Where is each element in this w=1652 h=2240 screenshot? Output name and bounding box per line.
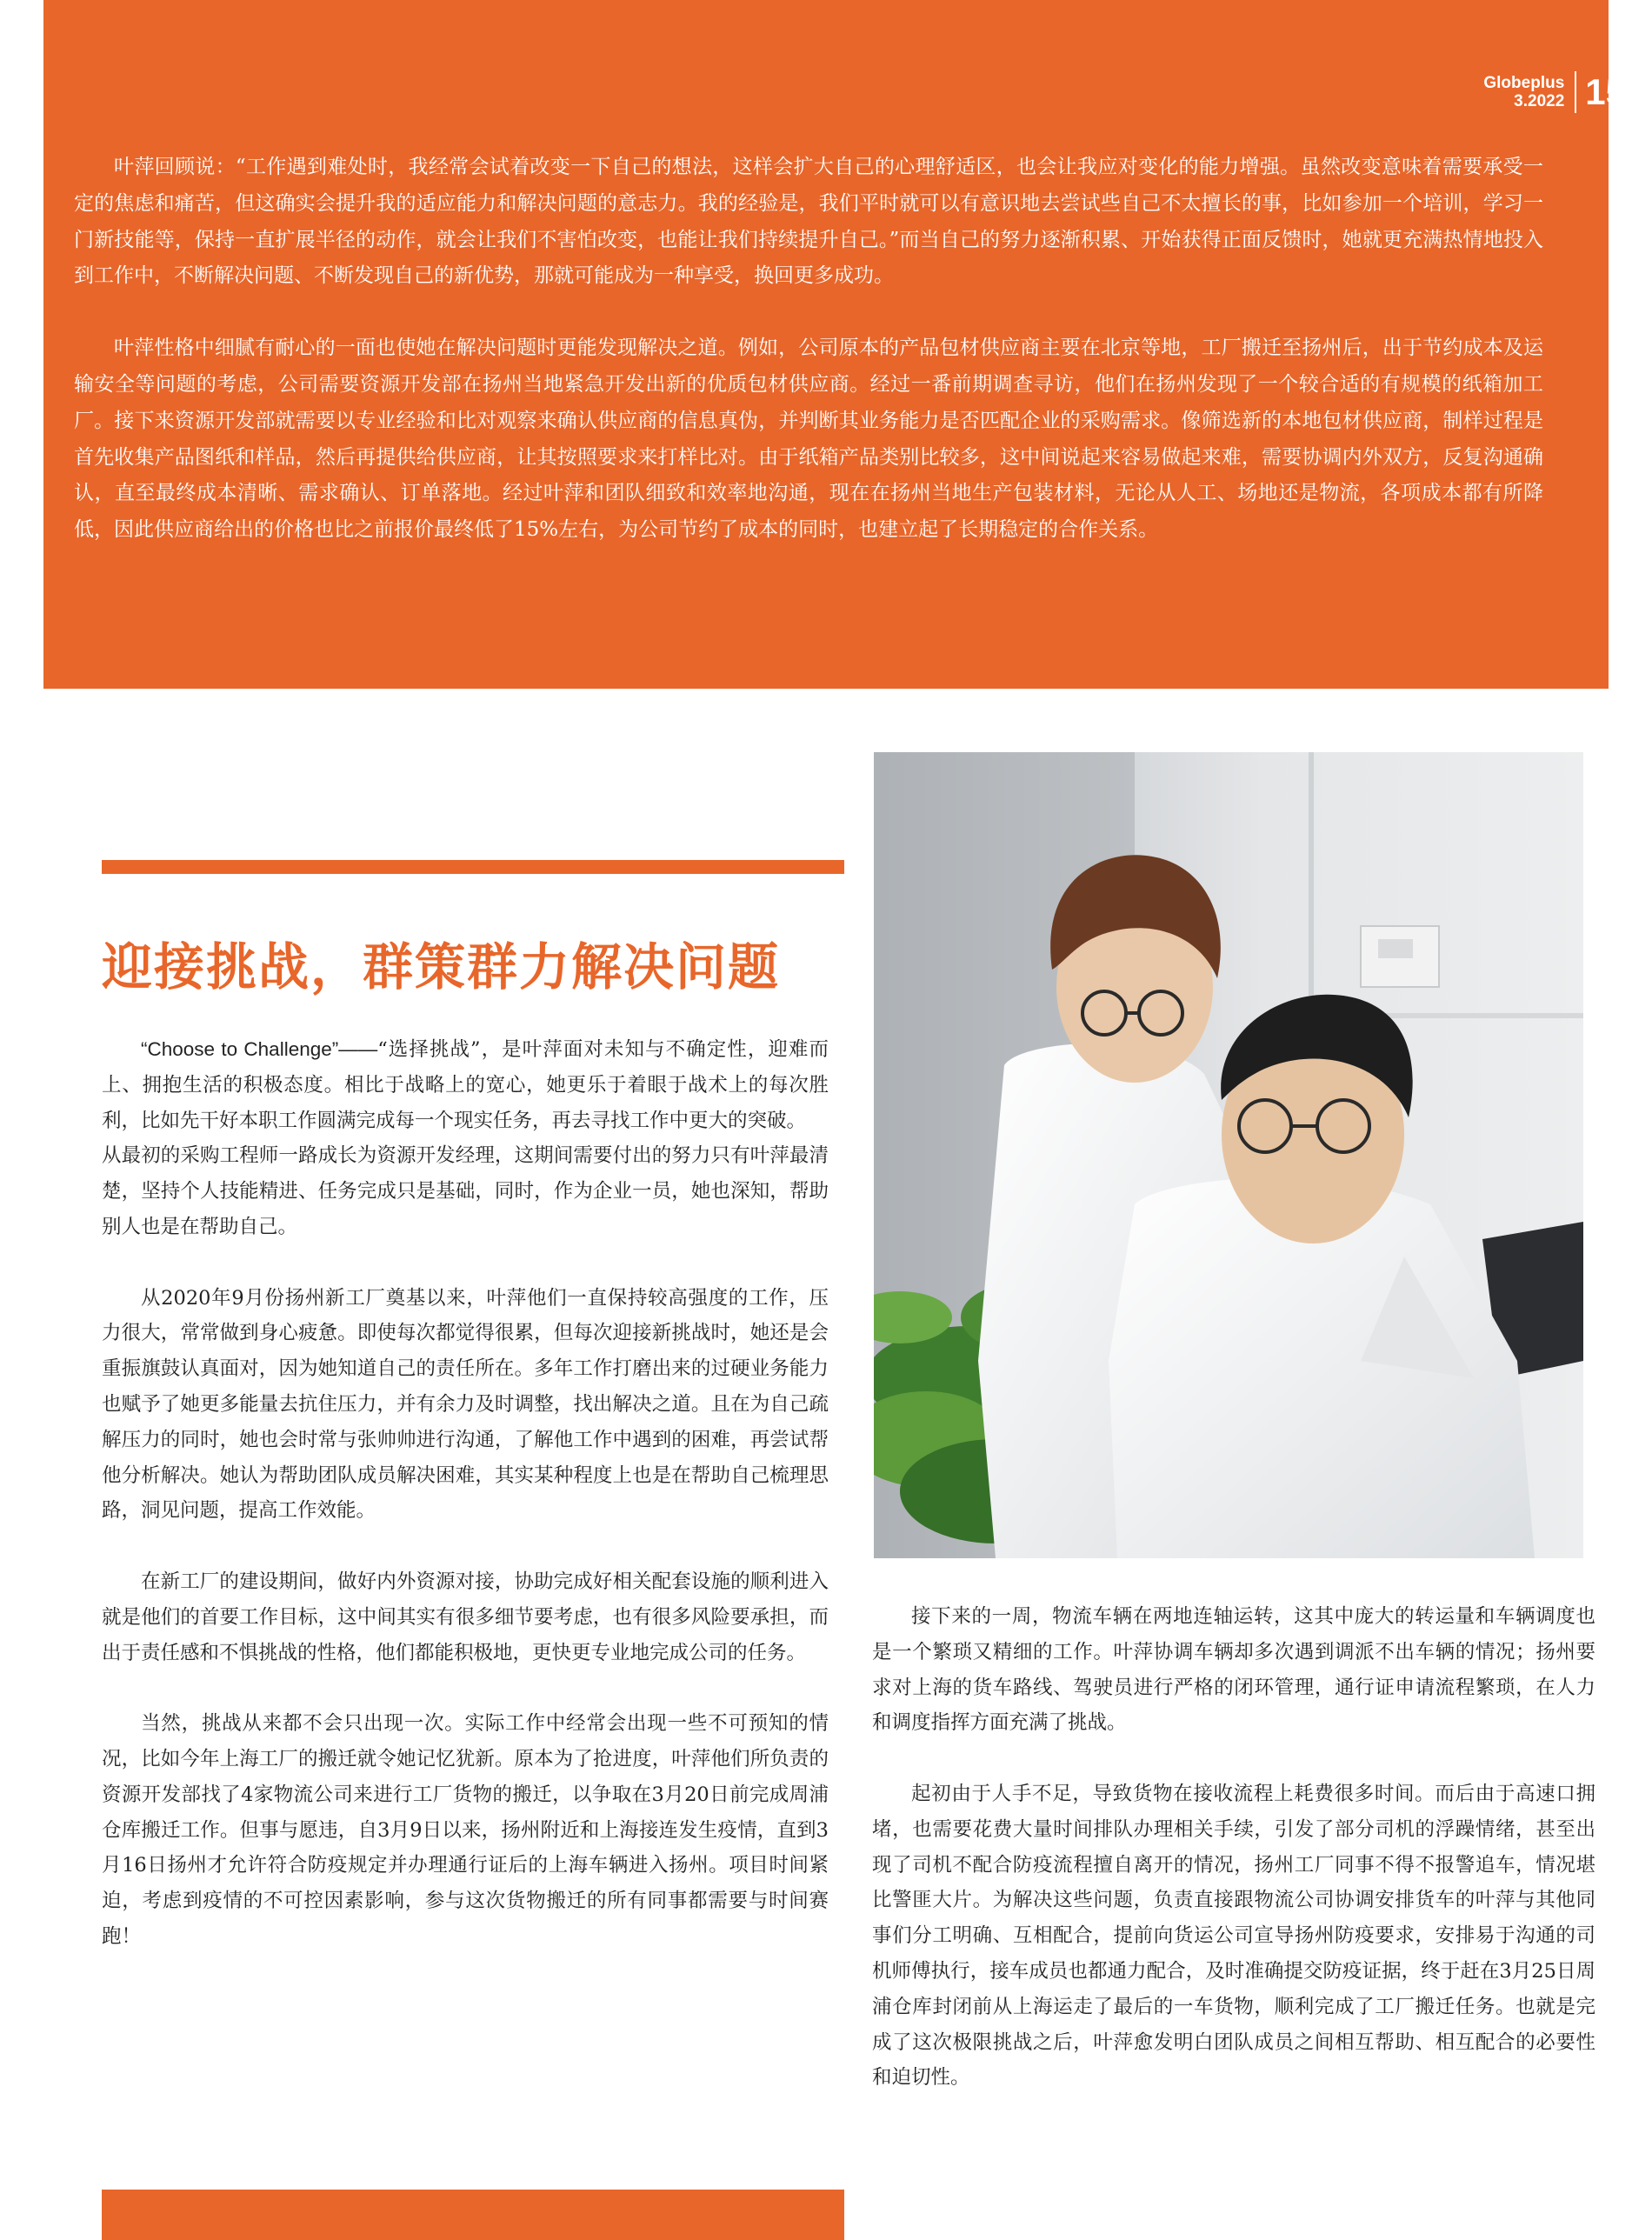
issue-number: 3.2022 [1514, 92, 1565, 110]
body-paragraph: 在新工厂的建设期间，做好内外资源对接，协助完成好相关配套设施的顺利进入就是他们的首要工作目标，这中间其实有很多细节要考虑，也有很多风险要承担，而出于责任感和不惧挑战的性格，他们都能积极地，更快更专业地完成公司的任务。 [102, 1570, 829, 1664]
left-column [102, 1032, 829, 1955]
body-paragraph: 接下来的一周，物流车辆在两地连轴运转，这其中庞大的转运量和车辆调度也是一个繁琐又精细的工作。叶萍协调车辆却多次遇到调派不出车辆的情况；扬州要求对上海的货车路线、驾驶员进行严格的闭环管理，通行证申请流程繁琐，在人力和调度指挥方面充满了挑战。 [872, 1605, 1595, 1735]
intro-paragraph: 叶萍性格中细腻有耐心的一面也使她在解决问题时更能发现解决之道。例如，公司原本的产品包材供应商主要在北京等地，工厂搬迁至扬州后，出于节约成本及运输安全等问题的考虑，公司需要资源开发部在扬州当地紧急开发出新的优质包材供应商。经过一番前期调查寻访，他们在扬州发现了一个较合适的有规模的纸箱加工厂。接下来资源开发部就需要以专业经验和比对观察来确认供应商的信息真伪，并判断其业务能力是否匹配企业的采购需求。像筛选新的本地包材供应商，制样过程是首先收集产品图纸和样品，然后再提供给供应商，让其按照要求来打样比对。由于纸箱产品类别比较多，这中间说起来容易做起来难，需要协调内外双方，反复沟通确认，直至最终成本清晰、需求确认、订单落地。经过叶萍和团队细致和效率地沟通，现在在扬州当地生产包装材料，无论从人工、场地还是物流，各项成本都有所降低，因此供应商给出的价格也比之前报价最终低了15%左右，为公司节约了成本的同时，也建立起了长期稳定的合作关系。 [74, 337, 1543, 542]
intro-text-block [74, 150, 1543, 584]
page-number: 15 [1585, 71, 1626, 112]
intro-paragraph: 叶萍回顾说：“工作遇到难处时，我经常会试着改变一下自己的想法，这样会扩大自己的心理舒适区，也会让我应对变化的能力增强。虽然改变意味着需要承受一定的焦虑和痛苦，但这确实会提升我的适应能力和解决问题的意志力。我的经验是，我们平时就可以有意识地去尝试些自己不太擅长的事，比如参加一个培训，学习一门新技能等，保持一直扩展半径的动作，就会让我们不害怕改变，也能让我们持续提升自己。”而当自己的努力逐渐积累、开始获得正面反馈时，她就更充满热情地投入到工作中，不断解决问题、不断发现自己的新优势，那就可能成为一种享受，换回更多成功。 [74, 156, 1543, 288]
body-paragraph [102, 1032, 829, 1138]
right-column [872, 1599, 1595, 2096]
body-paragraph: 从最初的采购工程师一路成长为资源开发经理，这期间需要付出的努力只有叶萍最清楚，坚持个人技能精进、任务完成只是基础，同时，作为企业一员，她也深知，帮助别人也是在帮助自己。 [102, 1144, 829, 1238]
body-paragraph: 从2020年9月份扬州新工厂奠基以来，叶萍他们一直保持较高强度的工作，压力很大，常常做到身心疲惫。即使每次都觉得很累，但每次迎接新挑战时，她还是会重振旗鼓认真面对，因为她知道自己的责任所在。多年工作打磨出来的过硬业务能力也赋予了她更多能量去抗住压力，并有余力及时调整，找出解决之道。且在为自己疏解压力的同时，她也会时常与张帅帅进行沟通，了解他工作中遇到的困难，再尝试帮他分析解决。她认为帮助团队成员解决困难，其实某种程度上也是在帮助自己梳理思路，洞见问题，提高工作效能。 [102, 1286, 829, 1523]
paragraph-text: “选择挑战”，是叶萍面对未知与不确定性，迎难而上、拥抱生活的积极态度。相比于战略上的宽心，她更乐于着眼于战术上的每次胜利，比如先干好本职工作圆满完成每一个现实任务，再去寻找工作中更大的突破。 [102, 1038, 829, 1132]
body-paragraph: 起初由于人手不足，导致货物在接收流程上耗费很多时间。而后由于高速口拥堵，也需要花费大量时间排队办理相关手续，引发了部分司机的浮躁情绪，甚至出现了司机不配合防疫流程擅自离开的情况，扬州工厂同事不得不报警追车，情况堪比警匪大片。为解决这些问题，负责直接跟物流公司协调安排货车的叶萍与其他同事们分工明确、互相配合，提前向货运公司宣导扬州防疫要求，安排易于沟通的司机师傅执行，接车成员也都通力配合，及时准确提交防疫证据，终于赶在3月25日周浦仓库封闭前从上海运走了最后的一车货物，顺利完成了工厂搬迁任务。也就是完成了这次极限挑战之后，叶萍愈发明白团队成员之间相互帮助、相互配合的必要性和迫切性。 [872, 1782, 1595, 2090]
magazine-name: Globeplus [1483, 74, 1565, 92]
body-paragraph: 当然，挑战从来都不会只出现一次。实际工作中经常会出现一些不可预知的情况，比如今年上海工厂的搬迁就令她记忆犹新。原本为了抢进度，叶萍他们所负责的资源开发部找了4家物流公司来进行工厂货物的搬迁，以争取在3月20日前完成周浦仓库搬迁工作。但事与愿违，自3月9日以来，扬州附近和上海接连发生疫情，直到3月16日扬州才允许符合防疫规定并办理通行证后的上海车辆进入扬州。项目时间紧迫，考虑到疫情的不可控因素影响，参与这次货物搬迁的所有同事都需要与时间赛跑！ [102, 1712, 829, 1948]
photo-illustration [874, 752, 1583, 1558]
section-top-rule [102, 860, 844, 874]
choose-to-challenge-phrase: “Choose to Challenge”—— [141, 1038, 378, 1060]
section-bottom-bar [102, 2190, 844, 2240]
magazine-info [1483, 74, 1575, 110]
section-heading: 迎接挑战，群策群力解决问题 [102, 937, 781, 997]
page-header [1483, 71, 1626, 113]
office-photo [874, 752, 1583, 1558]
